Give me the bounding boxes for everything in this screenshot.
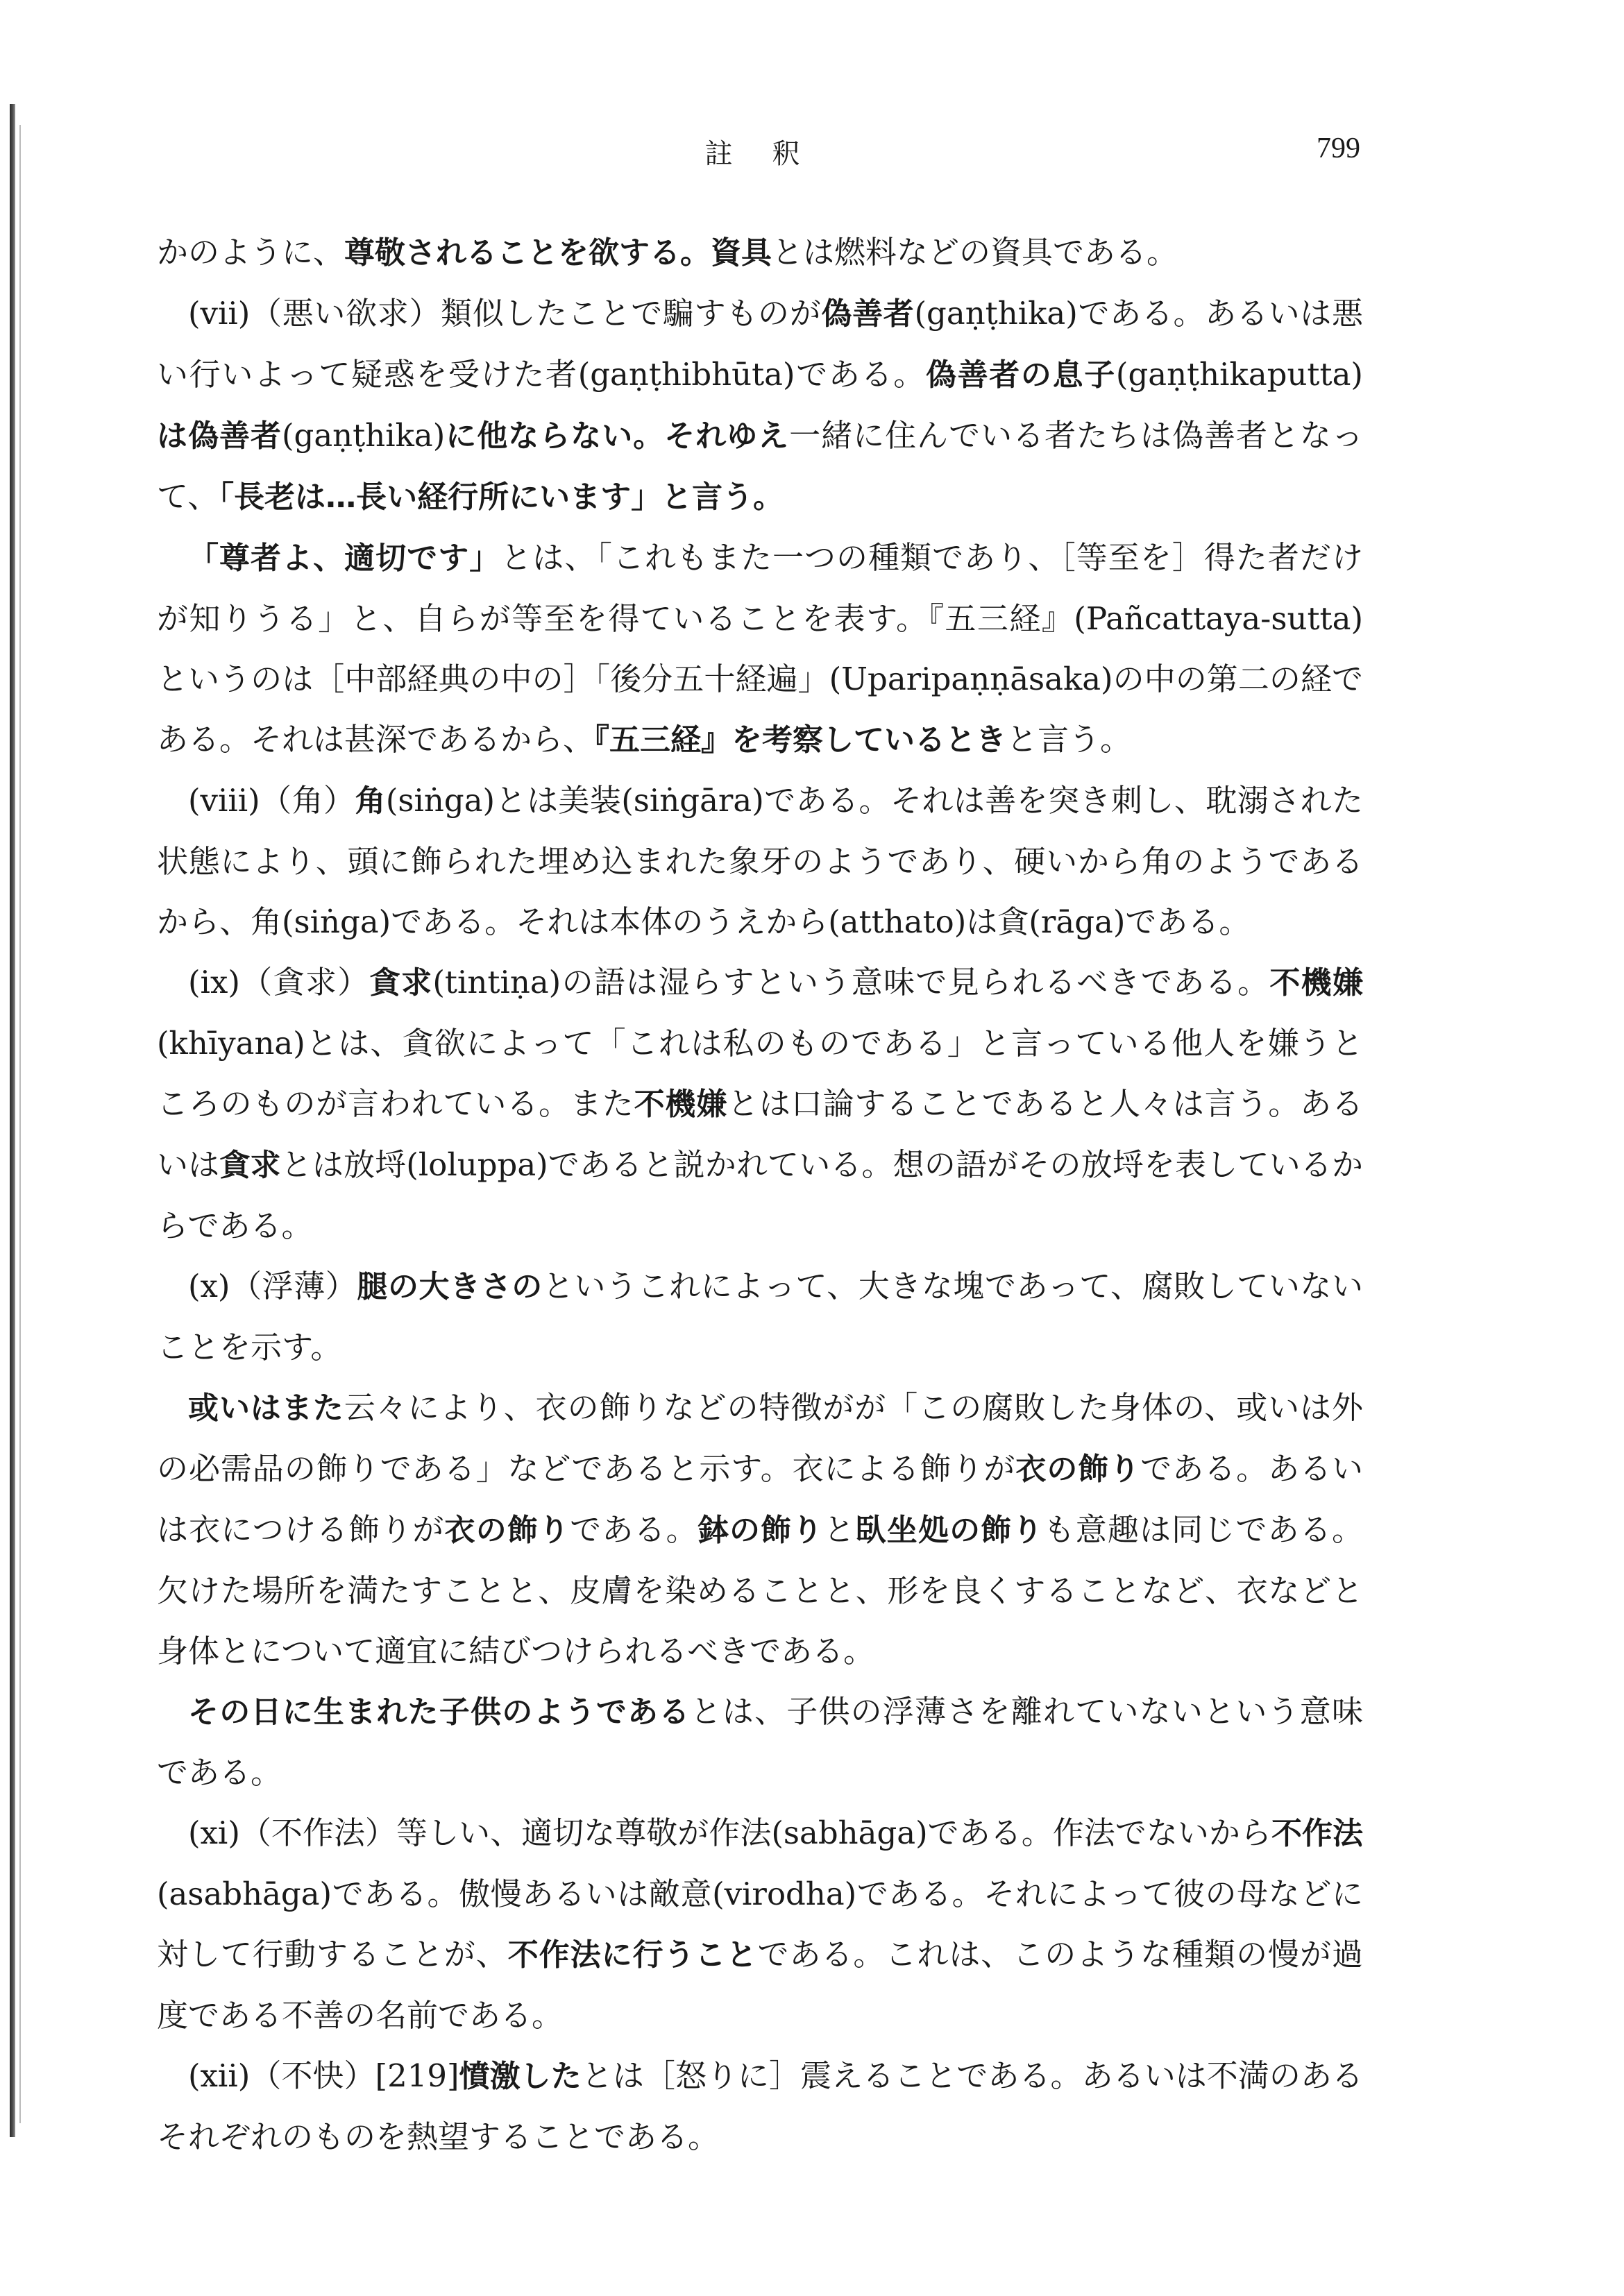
bold-term: は偽善者 bbox=[157, 418, 282, 454]
text-segment: 云々により、衣の飾りなどの特徴がが「この腐敗した身体の、或いは外の必需品の飾りである」などであると示す。衣による飾りが bbox=[157, 1389, 1364, 1487]
binding-edge-inner bbox=[19, 125, 21, 2123]
text-segment: である。これは、このような種類の慢が過度である不善の名前である。 bbox=[157, 1936, 1363, 2034]
text-segment: とは口論することであると人々は言う。あるいは bbox=[157, 1085, 1363, 1183]
text-segment: とは、子供の浮薄さを離れていないという意味である。 bbox=[157, 1693, 1363, 1791]
text-segment: (xi)（不作法）等しい、適切な尊敬が作法(sabhāga)である。作法でないから bbox=[188, 1814, 1271, 1851]
text-segment: (khīyana)とは、貪欲によって「これは私のものである」と言っている他人を嫌うところのものが言われている。また bbox=[157, 1025, 1363, 1122]
bold-term: 衣の飾り bbox=[1015, 1452, 1141, 1487]
text-segment: (gaṇṭhika)である。あるいは悪い行いよって疑惑を受けた者(gaṇṭhibhūta)である。 bbox=[157, 295, 1363, 393]
text-segment: (siṅga)とは美装(siṅgāra)である。それは善を突き刺し、耽溺された状態により、頭に飾られた埋め込まれた象牙のようであり、硬いから角のようであるから、角(siṅga)である。それは本体のうえから(atthato)は貪(rāga)である。 bbox=[157, 782, 1363, 940]
text-segment: とは燃料などの資具である。 bbox=[772, 234, 1178, 271]
bold-term: 不機嫌 bbox=[634, 1087, 728, 1122]
text-segment: とは、「これもまた一つの種類であり、［等至を］得た者だけが知りうる」と、自らが等至を得ていることを表す。『五三経』(Pañcattaya-sutta)というのは［中部経典の中の］「後分五十経遍」(Uparipaṇṇāsaka)の中の第二の経である。それは甚深であるから、 bbox=[157, 539, 1363, 758]
text-segment: (tintiṇa)の語は湿らすという意味で見られるべきである。 bbox=[432, 964, 1270, 1001]
binding-edge bbox=[10, 104, 15, 2137]
bold-term: 貪求 bbox=[219, 1148, 281, 1183]
bold-term: に他ならない。それゆえ bbox=[445, 418, 790, 454]
text-segment: (vii)（悪い欲求）類似したことで騙すものが bbox=[188, 295, 822, 332]
bold-term: 偽善者の息子 bbox=[925, 357, 1116, 393]
bold-term: 不作法に行うこと bbox=[507, 1937, 758, 1973]
bold-term: 尊敬されることを欲する。資具 bbox=[344, 235, 772, 271]
text-segment: も意趣は同じである。欠けた場所を満たすことと、皮膚を染めることと、形を良くすることなど、衣などと身体とについて適宜に結びつけられるべきである。 bbox=[157, 1511, 1364, 1669]
text-segment: である。あるいは衣につける飾りが bbox=[157, 1450, 1364, 1548]
bold-term: 『五三経』を考察しているとき bbox=[594, 722, 1007, 758]
text-segment: とは［怒りに］震えることである。あるいは不満のあるそれぞれのものを熱望することである。 bbox=[157, 2057, 1364, 2155]
bold-term: 衣の飾り bbox=[444, 1513, 570, 1548]
paragraph bbox=[157, 1377, 1363, 1681]
bold-term: その日に生まれた子供のようである bbox=[188, 1694, 691, 1730]
paragraph bbox=[157, 1256, 1363, 1377]
paragraph bbox=[157, 770, 1363, 952]
text-segment: (ix)（貪求） bbox=[188, 964, 370, 1001]
text-segment: (x)（浮薄） bbox=[188, 1268, 357, 1304]
paragraph bbox=[157, 1803, 1363, 2046]
body-text bbox=[157, 222, 1363, 2167]
text-segment: 一緒に住んでいる者たちは偽善者となって、 bbox=[157, 417, 1363, 515]
text-segment: (xii)（不快）[219] bbox=[188, 2057, 459, 2094]
paragraph bbox=[157, 222, 1363, 283]
bold-term: 憤激した bbox=[459, 2059, 582, 2094]
bold-term: 或いはまた bbox=[188, 1391, 344, 1426]
bold-term: 臥坐処の飾り bbox=[855, 1513, 1044, 1548]
bold-term: 「長老は…長い経行所にいます」と言う。 bbox=[219, 479, 784, 515]
bold-term: 貪求 bbox=[369, 965, 433, 1001]
text-segment: (gaṇṭhika) bbox=[281, 417, 446, 454]
text-segment: (gaṇṭhikaputta) bbox=[1115, 356, 1363, 393]
text-segment: と言う。 bbox=[1006, 721, 1132, 758]
text-segment: (asabhāga)である。傲慢あるいは敵意(virodha)である。それによって彼の母などに対して行動することが、 bbox=[157, 1876, 1363, 1973]
paragraph bbox=[157, 952, 1363, 1256]
text-segment: かのように、 bbox=[157, 234, 345, 271]
paragraph bbox=[157, 283, 1363, 527]
text-segment: とは放埒(loluppa)であると説かれている。想の語がその放埒を表しているからである。 bbox=[157, 1146, 1363, 1244]
running-title: 註 釈 bbox=[704, 138, 815, 170]
bold-term: 不作法 bbox=[1271, 1816, 1364, 1851]
page-number: 799 bbox=[1317, 133, 1360, 164]
paragraph bbox=[157, 527, 1363, 770]
paragraph bbox=[157, 2046, 1363, 2167]
text-segment: と bbox=[823, 1511, 856, 1548]
text-segment: (viii)（角） bbox=[188, 782, 355, 819]
page-header bbox=[160, 132, 1360, 173]
bold-term: 不機嫌 bbox=[1269, 965, 1364, 1001]
bold-term: 角 bbox=[355, 783, 386, 819]
bold-term: 偽善者 bbox=[821, 296, 915, 332]
text-segment: である。 bbox=[570, 1511, 698, 1548]
bold-term: 「尊者よ、適切です」 bbox=[188, 541, 501, 576]
text-segment: というこれによって、大きな塊であって、腐敗していないことを示す。 bbox=[157, 1268, 1363, 1366]
bold-term: 腿の大きさの bbox=[357, 1269, 543, 1304]
bold-term: 鉢の飾り bbox=[697, 1513, 824, 1548]
paragraph bbox=[157, 1681, 1363, 1803]
